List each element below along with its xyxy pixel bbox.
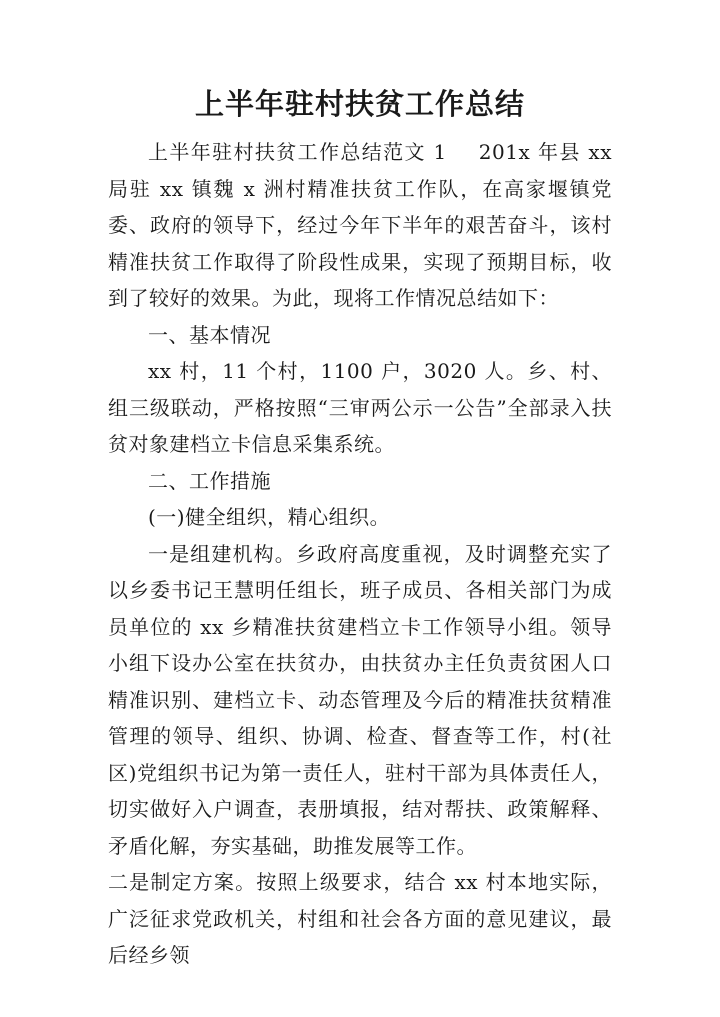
document-title: 上半年驻村扶贫工作总结	[194, 87, 525, 121]
paragraph-intro	[108, 134, 612, 317]
paragraph-plan: 二是制定方案。按照上级要求，结合 xx 村本地实际，广泛征求党政机关，村组和社会各方面的意见建议，最后经乡领	[108, 870, 612, 967]
document-body	[108, 134, 612, 974]
paragraph-basic: xx 村，11 个村，1100 户，3020 人。乡、村、组三级联动，严格按照“三审两公示一公告”全部录入扶贫对象建档立卡信息采集系统。	[108, 359, 612, 456]
document-page	[108, 80, 612, 974]
paragraph-intro-text: 201x 年县 xx 局驻 xx 镇魏 x 洲村精准扶贫工作队，在高家堰镇党委、政府的领导下，经过今年下半年的艰苦奋斗，该村精准扶贫工作取得了阶段性成果，实现了预期目标，收到了较好的效果。为此，现将工作情况总结如下：	[108, 140, 612, 310]
paragraph-organize: 一是组建机构。乡政府高度重视，及时调整充实了以乡委书记王慧明任组长，班子成员、各相关部门为成员单位的 xx 乡精准扶贫建档立卡工作领导小组。领导小组下设办公室在扶贫办，由扶贫办主任负责贫困人口精准识别、建档立卡、动态管理及今后的精准扶贫精准管理的领导、组织、协调、检查、督查等工作，村(社区)党组织书记为第一责任人，驻村干部为具体责任人，切实做好入户调查，表册填报，结对帮扶、政策解释、矛盾化解，夯实基础，助推发展等工作。	[108, 541, 612, 858]
paragraph-intro-heading: 上半年驻村扶贫工作总结范文 1	[148, 140, 447, 164]
section-heading-measures: 二、工作措施	[148, 468, 271, 493]
subsection-heading-organize: (一)健全组织，精心组织。	[148, 505, 391, 529]
section-heading-basic: 一、基本情况	[148, 322, 271, 347]
